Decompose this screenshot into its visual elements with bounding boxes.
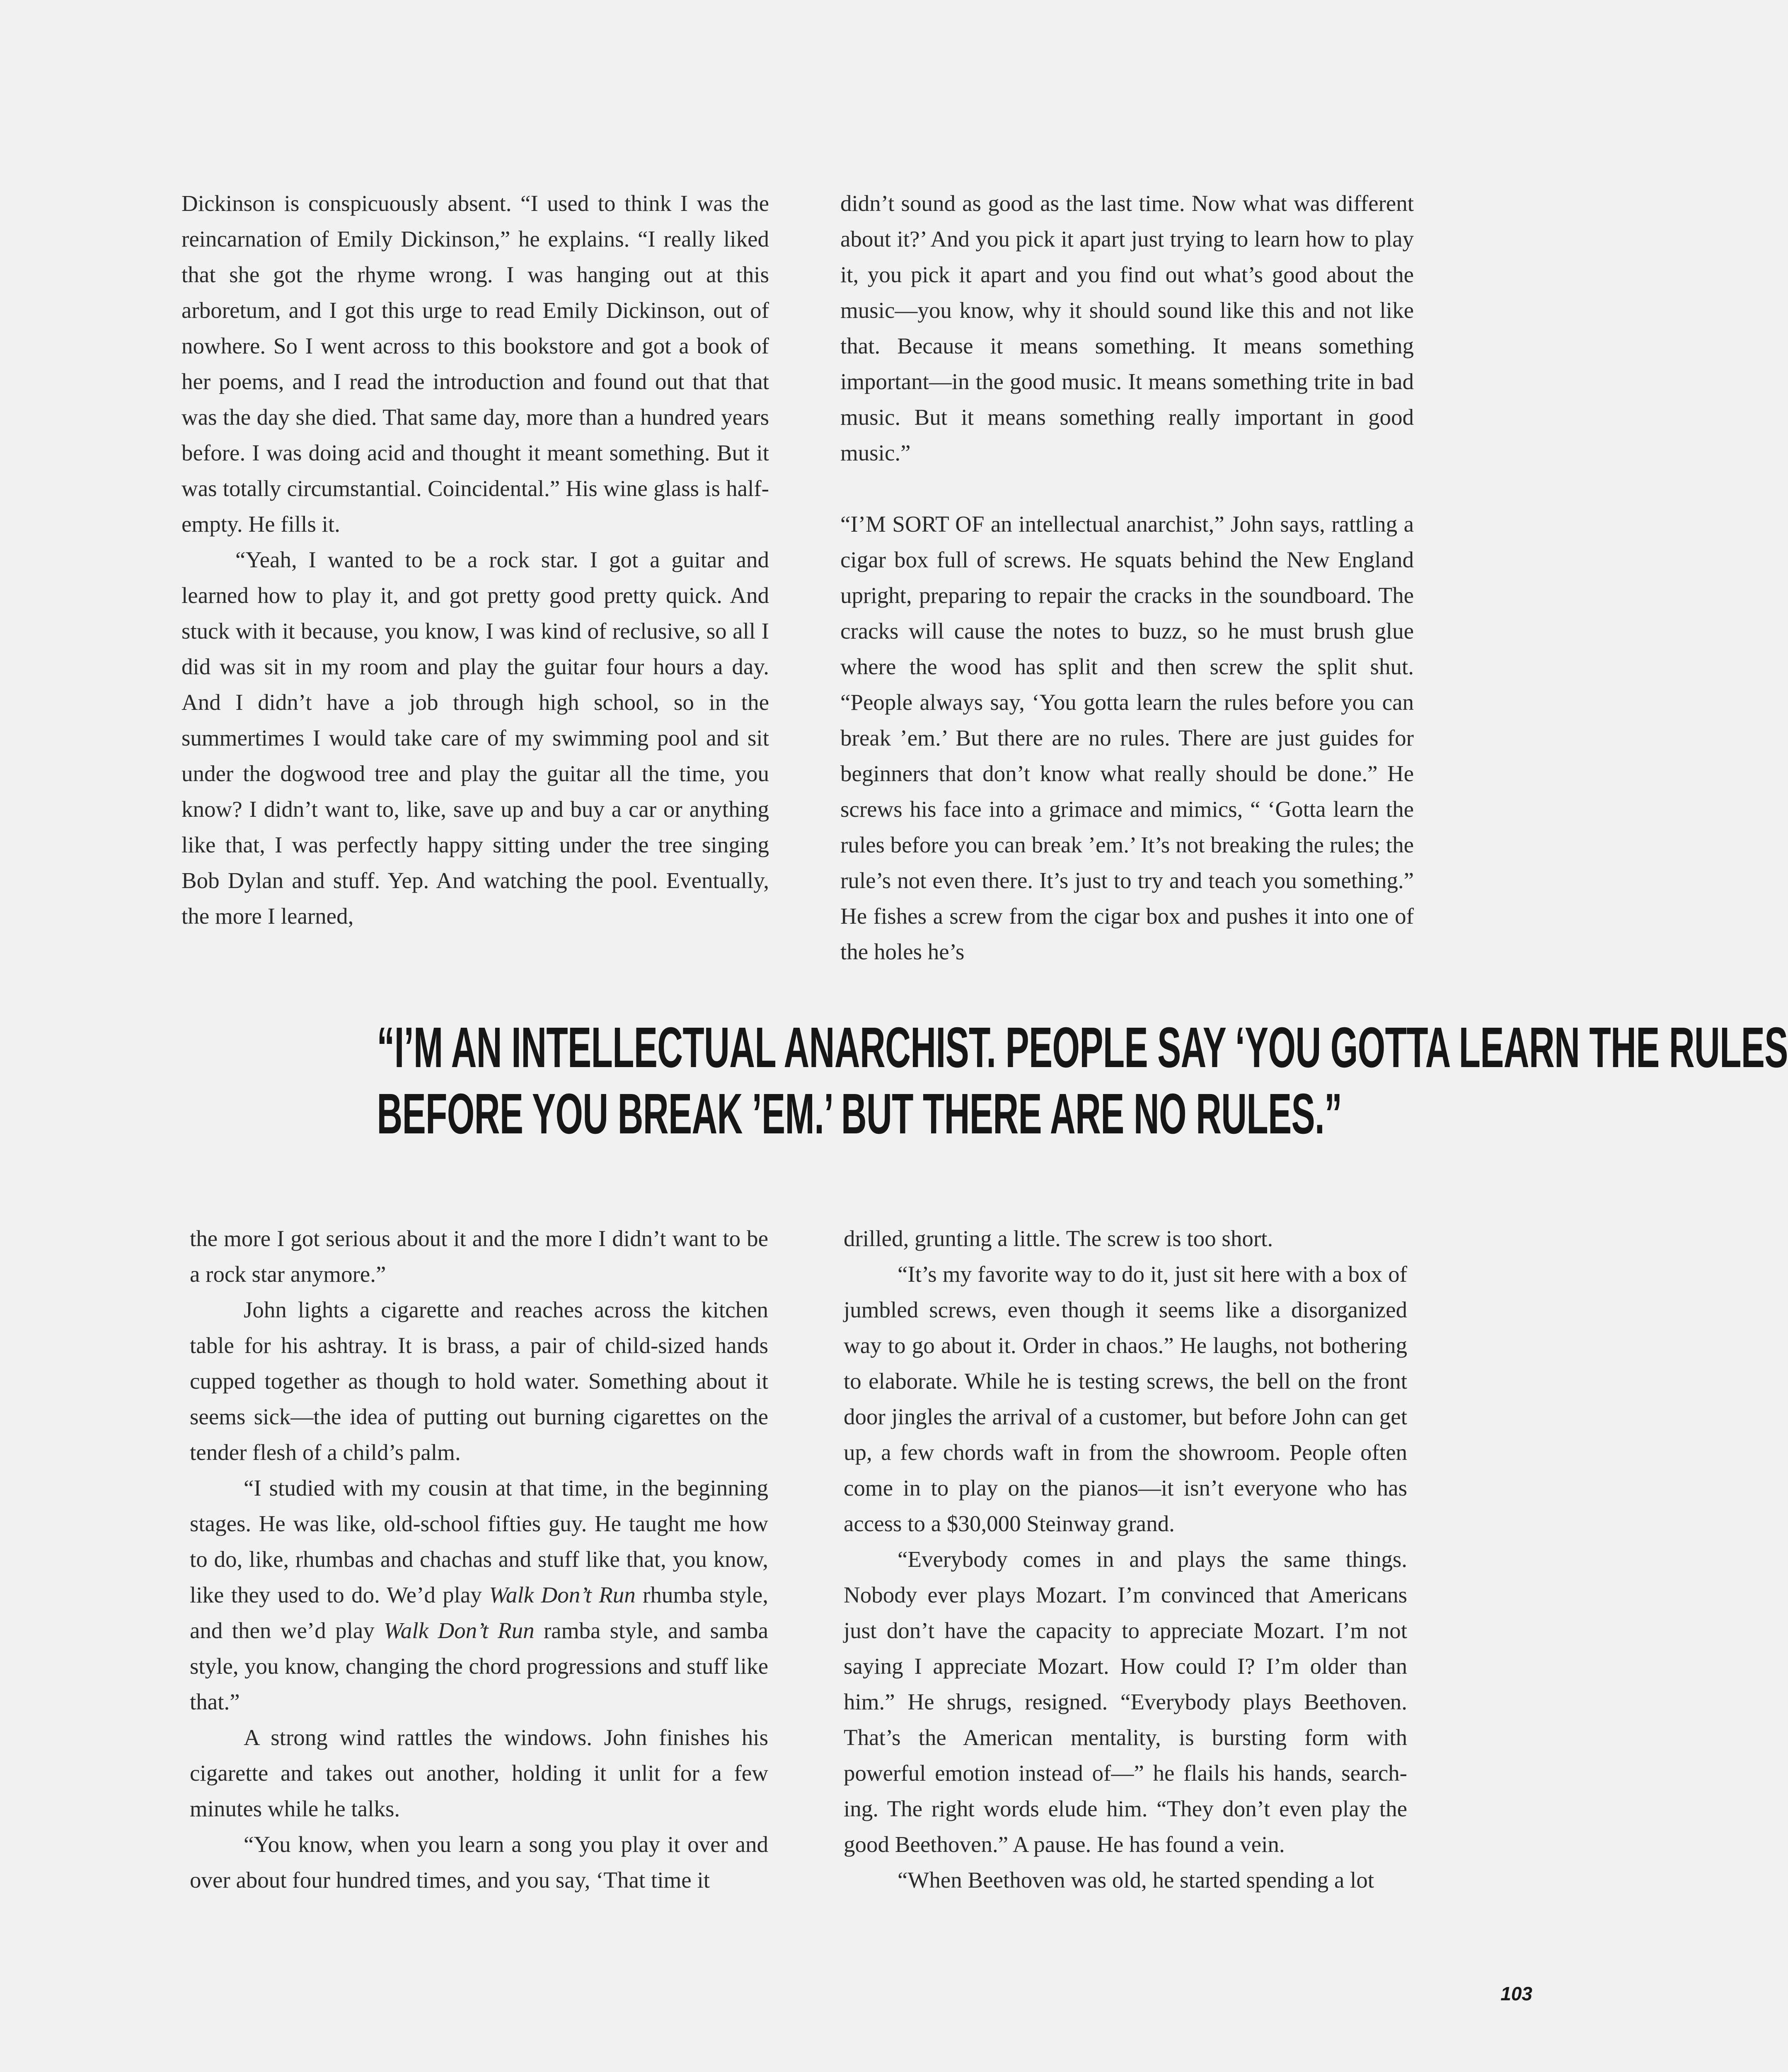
song-title: Walk Don’t Run <box>384 1618 535 1643</box>
paragraph-text: ramba style, and samba style, you know, changing the chord progressions and stuff like that.” <box>190 1618 769 1714</box>
paragraph: “Yeah, I wanted to be a rock star. I got a guitar and learned how to play it, and got pretty good pretty quick. And stuck with it because, you know, I was kind of reclusive, so all I did was sit in my room and play the guitar four hours a day. And I didn’t have a job through high school, so in the summertimes I would take care of my swimming pool and sit under the dogwood tree and play the guitar all the time, you know? I didn’t want to, like, save up and buy a car or anything like that, I was perfectly happy sitting under the tree singing Bob Dylan and stuff. Yep. And watching the pool. Eventually, the more I learned, <box>181 547 769 929</box>
pull-quote <box>377 1014 1788 1147</box>
column-bottom-right <box>844 1221 1407 1898</box>
paragraph: “When Beethoven was old, he started spending a lot <box>898 1867 1374 1893</box>
paragraph: Dickinson is conspicuously absent. “I used to think I was the reincarnation of Emily Dickinson,” he explains. “I really liked that she got the rhyme wrong. I was hanging out at this arboretum, and I got this urge to read Emily Dickinson, out of nowhere. So I went across to this bookstore and got a book of her poems, and I read the introduction and found out that that was the day she died. That same day, more than a hundred years before. I was doing acid and thought it meant something. But it was totally circumstantial. Coincidental.” His wine glass is half-empty. He fills it. <box>181 191 769 537</box>
pull-quote-line-1: “I’M AN INTELLECTUAL ANARCHIST. PEOPLE SAY ‘YOU GOTTA LEARN THE RULES <box>377 1016 1788 1080</box>
paragraph: “It’s my favorite way to do it, just sit here with a box of jumbled screws, even though it seems like a disorganized way to go about it. Order in chaos.” He laughs, not bothering to elaborate. While he is testing screws, the bell on the front door jingles the arrival of a customer, but before John can get up, a few chords waft in from the showroom. People often come in to play on the pianos—it isn’t everyone who has access to a $30,000 Steinway grand. <box>844 1261 1407 1536</box>
paragraph: the more I got serious about it and the more I didn’t want to be a rock star anymore.” <box>190 1226 768 1287</box>
paragraph: “You know, when you learn a song you play it over and over about four hundred times, and you say, ‘That time it <box>190 1832 768 1893</box>
paragraph: drilled, grunting a little. The screw is too short. <box>844 1226 1273 1251</box>
paragraph: A strong wind rattles the windows. John finishes his cigarette and takes out another, holding it unlit for a few minutes while he talks. <box>190 1725 768 1821</box>
column-top-right <box>840 186 1414 970</box>
paragraph: didn’t sound as good as the last time. Now what was different about it?’ And you pick it apart just trying to learn how to play it, you pick it apart and you find out what’s good about the music—you know, why it should sound like this and not like that. Because it means something. It means something important—in the good music. It means something trite in bad music. But it means something really important in good music.” <box>840 191 1414 465</box>
paragraph-text: rhumba style, and then we’d play <box>190 1582 768 1643</box>
paragraph <box>190 1470 768 1720</box>
column-bottom-left <box>190 1221 768 1898</box>
pull-quote-line-2: BEFORE YOU BREAK ’EM.’ BUT THERE ARE NO RULES.” <box>377 1082 1342 1146</box>
column-top-left <box>181 186 769 934</box>
page-number: 103 <box>1500 1983 1532 2004</box>
paragraph: John lights a cigarette and reaches across the kitchen table for his ashtray. It is brass, a pair of child-sized hands cupped together as though to hold water. Something about it seems sick—the idea of putting out burning cigarettes on the tender flesh of a child’s palm. <box>190 1297 768 1465</box>
paragraph: “Everybody comes in and plays the same things. Nobody ever plays Mozart. I’m convinced that Americans just don’t have the capacity to appreciate Mozart. I’m not saying I appreciate Mozart. How could I? I’m older than him.” He shrugs, resigned. “Everybody plays Beethoven. That’s the American mentality, is bursting form with powerful emotion instead of—” he flails his hands, searching. The right words elude him. “They don’t even play the good Beethoven.” A pause. He has found a vein. <box>844 1547 1407 1857</box>
section-start-paragraph: “I’M SORT OF an intellectual anarchist,” John says, rattling a cigar box full of screws. He squats behind the New England upright, preparing to repair the cracks in the soundboard. The cracks will cause the notes to buzz, so he must brush glue where the wood has split and then screw the split shut. “People always say, ‘You gotta learn the rules before you can break ’em.’ But there are no rules. There are just guides for beginners that don’t know what really should be done.” He screws his face into a grimace and mimics, “ ‘Gotta learn the rules before you can break ’em.’ It’s not breaking the rules; the rule’s not even there. It’s just to try and teach you something.” He fishes a screw from the cigar box and pushes it into one of the holes he’s <box>840 511 1414 964</box>
song-title: Walk Don’t Run <box>489 1582 636 1607</box>
paragraph-text: “I studied with my cousin at that time, in the beginning stages. He was like, old-school fifties guy. He taught me how to do, like, rhumbas and chachas and stuff like that, you know, like they used to do. We’d play <box>190 1475 768 1607</box>
